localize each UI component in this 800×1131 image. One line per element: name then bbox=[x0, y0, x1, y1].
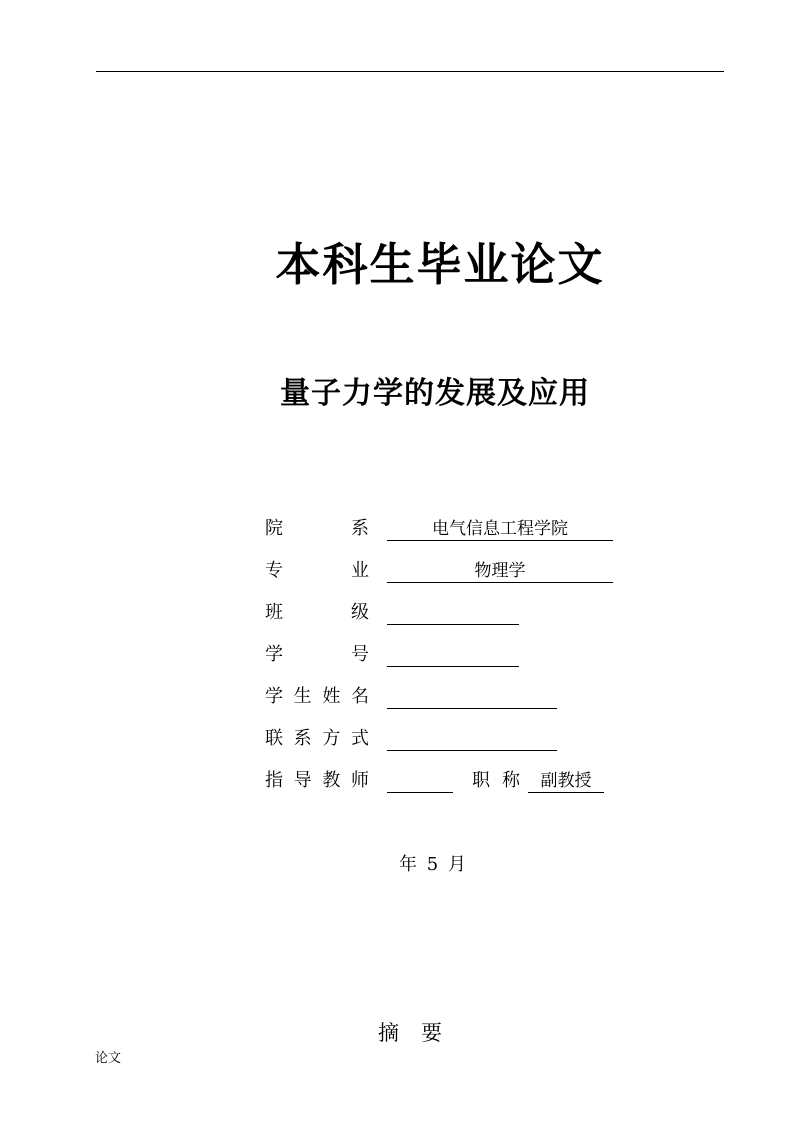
advisor-label-char: 教 bbox=[322, 770, 341, 791]
abstract-heading-char: 摘 bbox=[378, 1021, 399, 1045]
contact-label-char: 方 bbox=[322, 728, 341, 749]
advisor-field[interactable] bbox=[387, 768, 453, 793]
student-name-field[interactable] bbox=[387, 684, 557, 709]
department-label-char: 院 bbox=[265, 518, 283, 539]
advisor-label-char: 指 bbox=[265, 770, 283, 791]
title-rank-label-char: 称 bbox=[502, 770, 520, 791]
student-name-label-char: 名 bbox=[350, 686, 369, 707]
contact-label bbox=[265, 726, 369, 752]
class-label-char: 班 bbox=[265, 602, 283, 623]
student-name-label-char: 学 bbox=[265, 686, 283, 707]
class-label bbox=[265, 600, 369, 626]
student-id-label-char: 学 bbox=[265, 644, 283, 665]
advisor-label-char: 导 bbox=[293, 770, 312, 791]
contact-label-char: 式 bbox=[350, 728, 369, 749]
title-rank-field[interactable]: 副教授 bbox=[528, 768, 604, 793]
abstract-heading-char: 要 bbox=[421, 1021, 442, 1045]
header-rule bbox=[96, 71, 724, 72]
advisor-label bbox=[265, 768, 369, 794]
student-name-label-char: 生 bbox=[293, 686, 312, 707]
advisor-label-char: 师 bbox=[350, 770, 369, 791]
department-label-char: 系 bbox=[351, 518, 369, 539]
student-name-label-char: 姓 bbox=[322, 686, 341, 707]
major-label-char: 专 bbox=[265, 560, 283, 581]
class-field[interactable] bbox=[387, 600, 519, 625]
major-label-char: 业 bbox=[351, 560, 369, 581]
footer-text: 论文 bbox=[95, 1051, 122, 1066]
title-rank-label bbox=[472, 768, 520, 794]
contact-label-char: 联 bbox=[265, 728, 283, 749]
title-rank-label-char: 职 bbox=[472, 770, 490, 791]
class-label-char: 级 bbox=[351, 602, 369, 623]
department-field[interactable]: 电气信息工程学院 bbox=[387, 516, 613, 541]
contact-label-char: 系 bbox=[293, 728, 312, 749]
major-label bbox=[265, 558, 369, 584]
department-label bbox=[265, 516, 369, 542]
student-id-field[interactable] bbox=[387, 642, 519, 667]
contact-field[interactable] bbox=[387, 726, 557, 751]
student-id-label-char: 号 bbox=[351, 644, 369, 665]
main-title: 本科生毕业论文 bbox=[275, 238, 605, 291]
date-line: 年 5 月 bbox=[399, 854, 466, 875]
thesis-title: 量子力学的发展及应用 bbox=[280, 376, 590, 411]
student-name-label bbox=[265, 684, 369, 710]
student-id-label bbox=[265, 642, 369, 668]
abstract-heading bbox=[378, 1017, 442, 1047]
major-field[interactable]: 物理学 bbox=[387, 558, 613, 583]
